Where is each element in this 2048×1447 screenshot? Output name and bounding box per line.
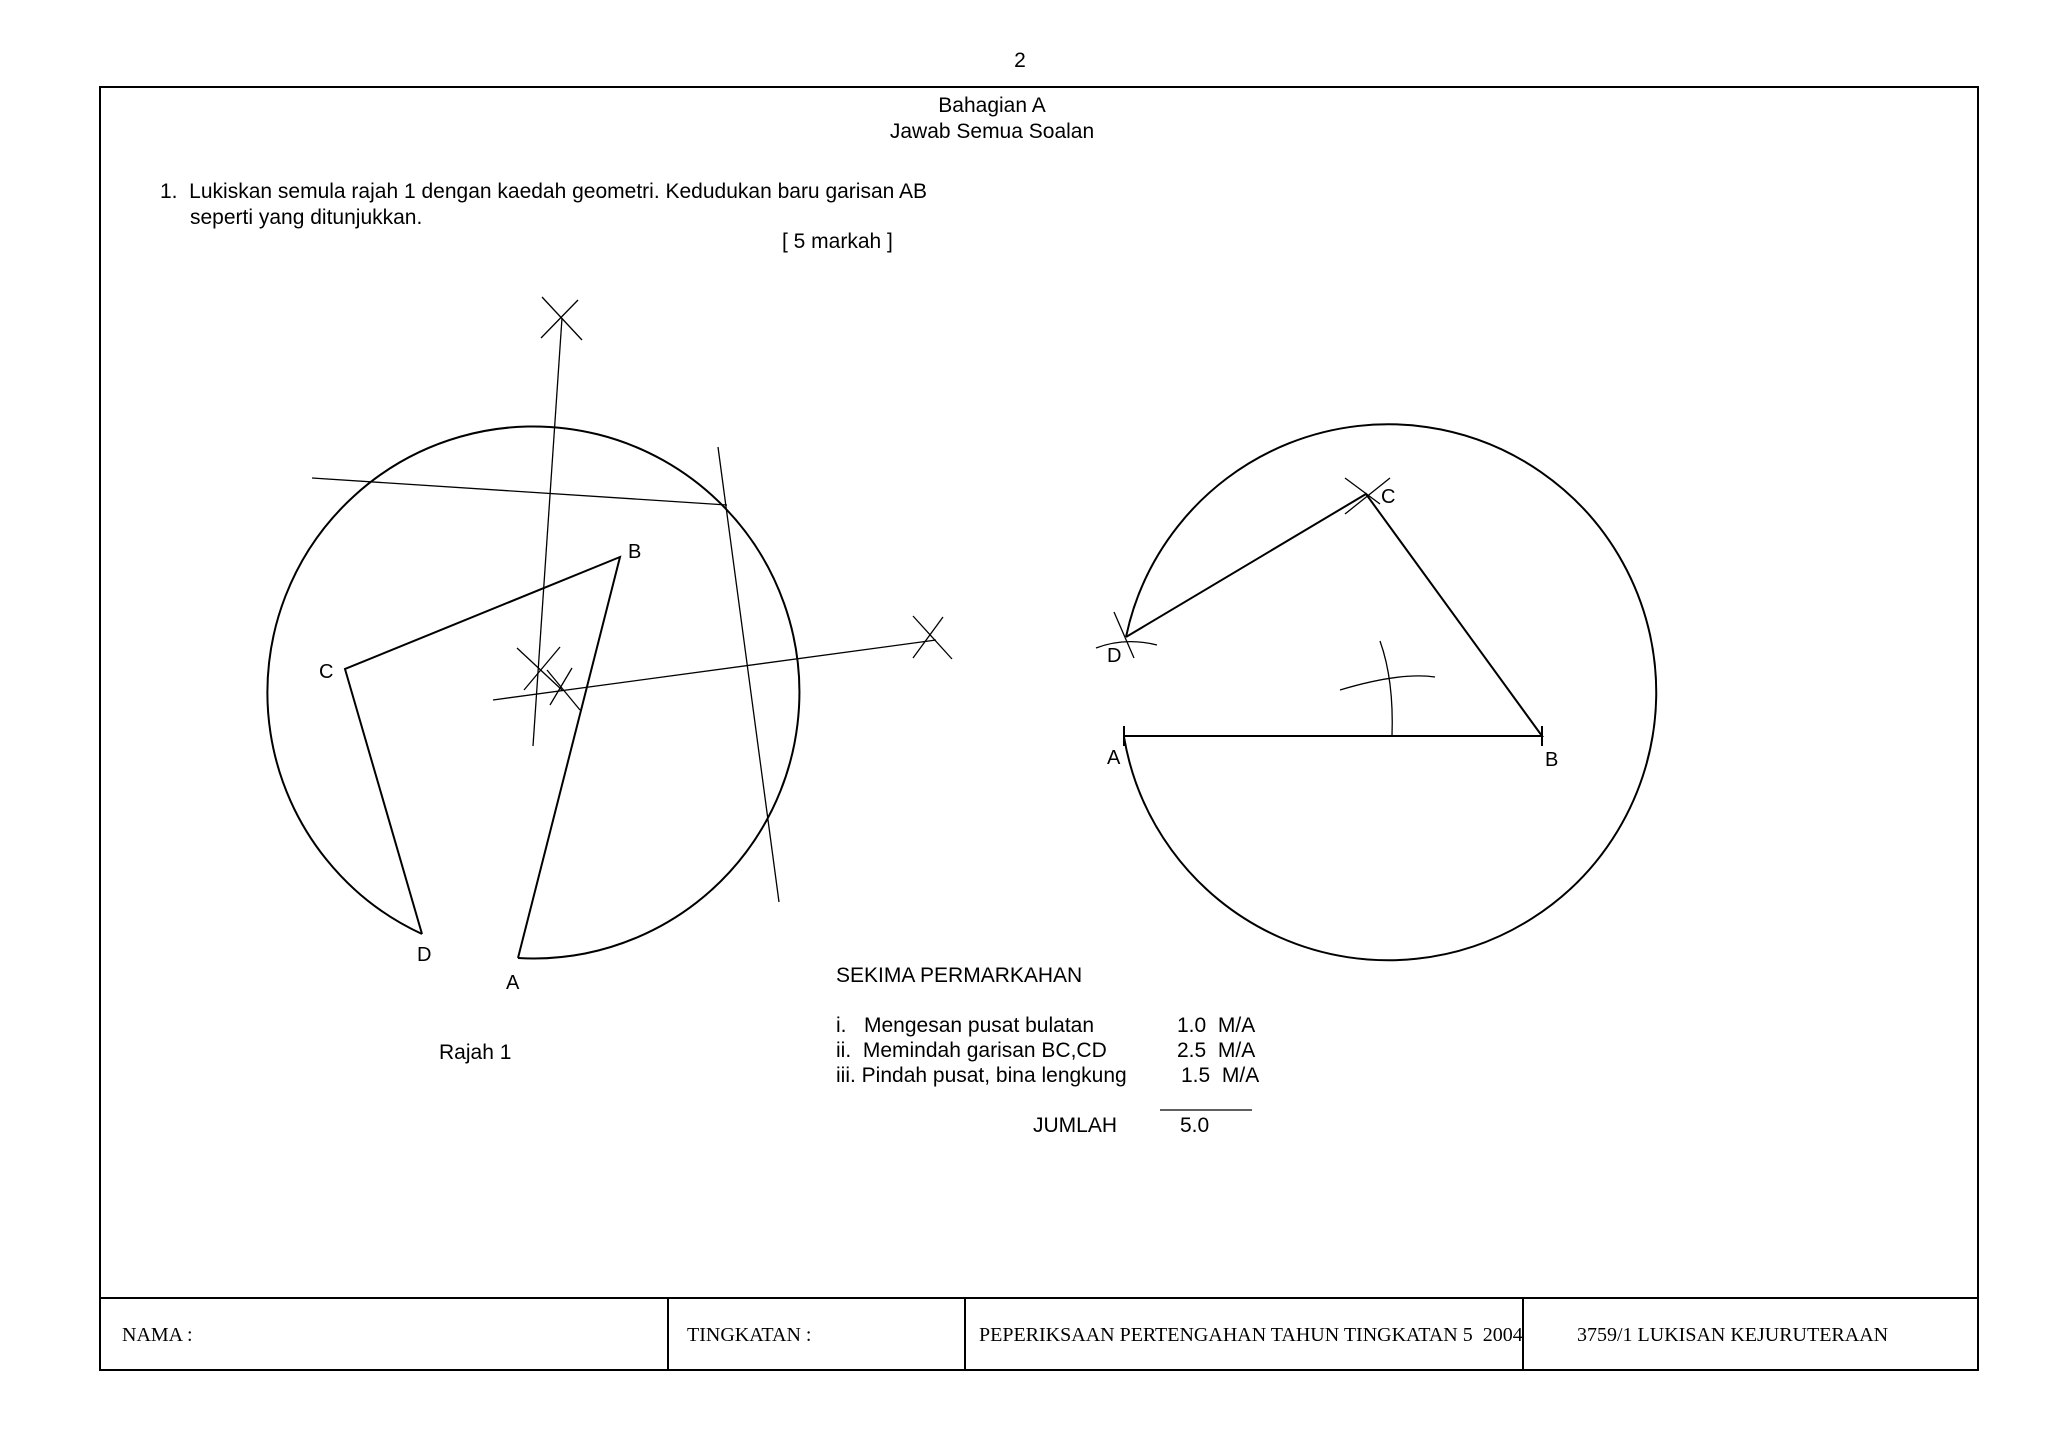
marking-item-3-value: 1.5 M/A bbox=[1181, 1064, 1260, 1087]
page-number: 2 bbox=[1014, 49, 1026, 72]
right-label-C: C bbox=[1381, 486, 1396, 508]
figure-caption: Rajah 1 bbox=[439, 1041, 512, 1064]
footer-form-label: TINGKATAN : bbox=[687, 1324, 812, 1346]
total-value: 5.0 bbox=[1180, 1114, 1210, 1137]
right-figure-outline bbox=[1124, 494, 1542, 736]
marking-item-1-value: 1.0 M/A bbox=[1177, 1014, 1256, 1037]
left-label-C: C bbox=[319, 661, 334, 683]
marking-item-3-text: iii. Pindah pusat, bina lengkung bbox=[836, 1064, 1127, 1087]
footer-name-label: NAMA : bbox=[122, 1324, 193, 1346]
section-title: Bahagian A bbox=[938, 94, 1046, 117]
left-figure-outline bbox=[345, 557, 620, 958]
question-text-line1: 1. Lukiskan semula rajah 1 dengan kaedah geometri. Kedudukan baru garisan AB bbox=[160, 180, 928, 203]
footer-exam-title: PEPERIKSAAN PERTENGAHAN TAHUN TINGKATAN 5 2004 bbox=[979, 1324, 1523, 1346]
total-label: JUMLAH bbox=[1033, 1114, 1118, 1137]
right-label-D: D bbox=[1107, 645, 1122, 667]
footer-separator-1 bbox=[667, 1297, 669, 1371]
bisector-line-3 bbox=[718, 447, 779, 902]
marking-item-2-text: ii. Memindah garisan BC,CD bbox=[836, 1039, 1107, 1062]
left-circle-arc bbox=[267, 426, 799, 958]
left-label-B: B bbox=[628, 541, 642, 563]
marking-scheme-title: SEKIMA PERMARKAHAN bbox=[836, 964, 1083, 987]
question-text-line2: seperti yang ditunjukkan. bbox=[190, 206, 423, 229]
marking-item-2-value: 2.5 M/A bbox=[1177, 1039, 1256, 1062]
footer-divider bbox=[99, 1297, 1979, 1299]
right-label-B: B bbox=[1545, 749, 1559, 771]
bisector-line-2 bbox=[312, 478, 727, 505]
question-marks: [ 5 markah ] bbox=[782, 230, 893, 253]
bisector-line-1 bbox=[533, 318, 562, 746]
left-label-D: D bbox=[417, 944, 432, 966]
footer-separator-2 bbox=[964, 1297, 966, 1371]
left-label-A: A bbox=[506, 972, 520, 994]
section-subtitle: Jawab Semua Soalan bbox=[889, 120, 1095, 143]
footer-paper-code: 3759/1 LUKISAN KEJURUTERAAN bbox=[1577, 1324, 1889, 1346]
marking-item-1-text: i. Mengesan pusat bulatan bbox=[836, 1014, 1095, 1037]
right-label-A: A bbox=[1107, 747, 1121, 769]
bisector-line-4 bbox=[493, 640, 936, 700]
